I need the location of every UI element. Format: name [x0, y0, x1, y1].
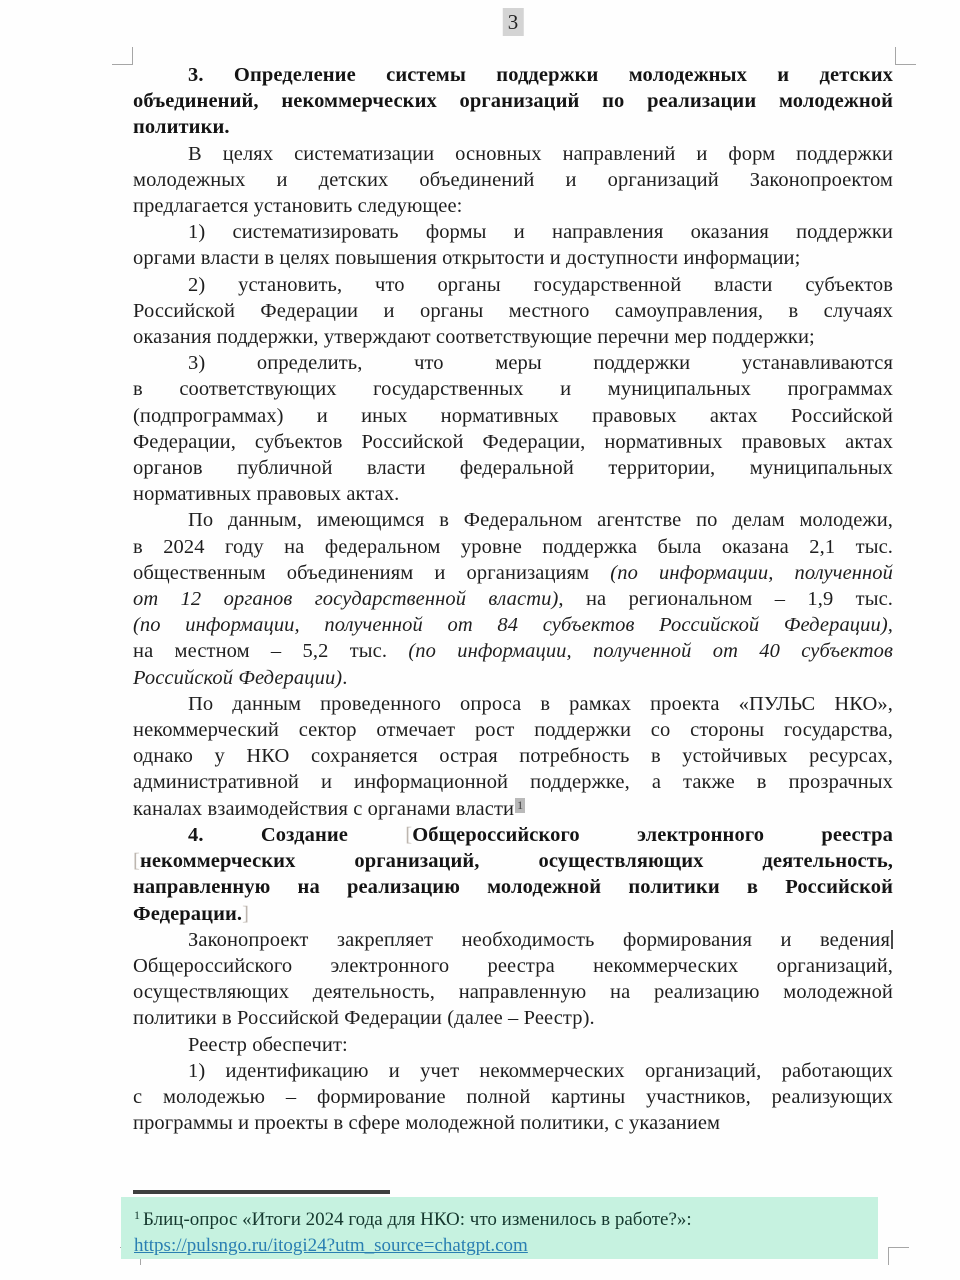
- text-line: [133, 717, 893, 743]
- text-run: осуществляющих деятельность, направленную на реализацию молодежной: [133, 981, 893, 1004]
- text-run: оказания поддержки, утверждают соответствующие перечни мер поддержки;: [133, 326, 815, 349]
- cursor-mark: [891, 930, 893, 949]
- paragraph: [133, 62, 893, 141]
- text-run: .: [342, 666, 348, 689]
- text-run: По данным, имеющимся в Федеральном агентстве по делам молодежи,: [188, 509, 893, 532]
- text-line: [133, 350, 893, 376]
- page-number: 3: [503, 8, 524, 36]
- text-run: (подпрограммах) и иных нормативных правовых актах Российской: [133, 404, 893, 427]
- text-run: некоммерческий сектор отмечает рост поддержки со стороны государства,: [133, 719, 893, 742]
- revision-mark: ]: [242, 902, 250, 925]
- text-line: [133, 1005, 893, 1031]
- crop-mark-top-right: [895, 47, 916, 65]
- text-run: Федерации, субъектов Российской Федерации, нормативных правовых актах: [133, 430, 893, 453]
- text-run: По данным проведенного опроса в рамках проекта «ПУЛЬС НКО»,: [188, 692, 893, 715]
- text-line: [133, 1032, 893, 1058]
- text-run: Российской Федерации): [133, 666, 343, 689]
- text-line: [133, 245, 893, 271]
- text-run: нормативных правовых актах.: [133, 483, 400, 506]
- text-run: 2) установить, что органы государственной власти субъектов: [188, 273, 893, 296]
- text-line: [133, 376, 893, 402]
- text-run: 4. Создание: [188, 823, 406, 846]
- text-line: [133, 324, 893, 350]
- paragraph: [133, 822, 893, 927]
- text-run: Федерации.: [133, 902, 243, 925]
- text-run: на местном – 5,2 тыс.: [133, 640, 409, 663]
- text-run: в соответствующих государственных и муниципальных программах: [133, 378, 893, 401]
- text-run: органов публичной власти федеральной территории, муниципальных: [133, 457, 893, 480]
- text-line: [133, 88, 893, 114]
- text-run: В целях систематизации основных направлений и форм поддержки: [188, 142, 893, 165]
- paragraph: [133, 1032, 893, 1058]
- text-line: [133, 691, 893, 717]
- document-body: [133, 62, 893, 1136]
- text-line: [133, 507, 893, 533]
- footnote-text: [134, 1202, 868, 1233]
- footnote-marker: 1: [134, 1208, 140, 1222]
- text-line: [133, 167, 893, 193]
- text-run: политики.: [133, 116, 230, 139]
- paragraph: [133, 691, 893, 822]
- text-run: Общероссийского электронного реестра: [412, 823, 894, 846]
- text-run: от 12 органов государственной власти): [133, 588, 559, 611]
- footnote-reference: 1: [517, 797, 524, 812]
- text-run: в 2024 году на федеральном уровне поддержка была оказана 2,1 тыс.: [133, 535, 893, 558]
- text-run: 3. Определение системы поддержки молодежных и детских: [188, 64, 893, 86]
- crop-mark-bottom-right: [888, 1247, 909, 1265]
- text-line: [133, 612, 893, 638]
- text-line: [133, 769, 893, 795]
- text-line: [133, 927, 893, 953]
- text-line: [133, 1084, 893, 1110]
- text-run: 1) систематизировать формы и направления оказания поддержки: [188, 221, 893, 244]
- text-line: [133, 979, 893, 1005]
- text-line: [133, 481, 893, 507]
- text-line: [133, 62, 893, 88]
- paragraph: [133, 1058, 893, 1137]
- text-run: предлагается установить следующее:: [133, 195, 463, 218]
- paragraph: [133, 507, 893, 690]
- text-run: 3) определить, что меры поддержки устанавливаются: [188, 352, 893, 375]
- text-line: [133, 219, 893, 245]
- text-line: [133, 193, 893, 219]
- text-line: [133, 796, 893, 822]
- text-line: [133, 638, 893, 664]
- text-run: (по информации, полученной от 40 субъектов: [408, 640, 893, 663]
- text-line: [133, 953, 893, 979]
- footnote-separator: [133, 1190, 390, 1194]
- text-line: [133, 586, 893, 612]
- text-line: [133, 848, 893, 874]
- text-run: 1) идентификацию и учет некоммерческих организаций, работающих: [188, 1059, 893, 1082]
- text-line: [133, 534, 893, 560]
- text-run: Российской Федерации и органы местного самоуправления, в случаях: [133, 299, 893, 322]
- paragraph: [133, 141, 893, 220]
- text-run: Законопроект закрепляет необходимость формирования и ведения: [188, 928, 890, 951]
- text-run: с молодежью – формирование полной картины участников, реализующих: [133, 1085, 893, 1108]
- footnote-text-run: Блиц-опрос «Итоги 2024 года для НКО: что изменилось в работе?»:: [143, 1209, 692, 1230]
- text-line: [133, 141, 893, 167]
- text-line: [133, 114, 893, 140]
- text-run: Общероссийского электронного реестра некоммерческих организаций,: [133, 954, 893, 977]
- paragraph: [133, 350, 893, 507]
- text-line: [133, 901, 893, 927]
- revision-mark: [: [405, 823, 413, 846]
- text-run: однако у НКО сохраняется острая потребность в устойчивых ресурсах,: [133, 745, 893, 768]
- text-run: административной и информационной поддержке, а также в прозрачных: [133, 771, 893, 794]
- text-run: (по информации, полученной: [610, 561, 894, 584]
- text-run: каналах взаимодействия с органами власти: [133, 797, 515, 820]
- paragraph: [133, 927, 893, 1032]
- crop-mark-top-left: [112, 47, 133, 65]
- text-line: [133, 743, 893, 769]
- text-line: [133, 665, 893, 691]
- text-run: политики в Российской Федерации (далее – Реестр).: [133, 1007, 595, 1030]
- text-run: программы и проекты в сфере молодежной политики, с указанием: [133, 1112, 721, 1135]
- text-run: Реестр обеспечит:: [188, 1033, 348, 1056]
- paragraph: [133, 219, 893, 271]
- text-run: оргами власти в целях повышения открытости и доступности информации;: [133, 247, 801, 270]
- footnote-highlight: [121, 1197, 878, 1259]
- text-line: [133, 455, 893, 481]
- footnote-link[interactable]: https://pulsngo.ru/itogi24?utm_source=chatgpt.com: [134, 1235, 528, 1256]
- text-line: [133, 1058, 893, 1084]
- text-line: [133, 272, 893, 298]
- text-line: [133, 403, 893, 429]
- text-run: (по информации, полученной от 84 субъектов Российской Федерации),: [133, 614, 893, 637]
- paragraph: [133, 272, 893, 351]
- text-run: объединений, некоммерческих организаций по реализации молодежной: [133, 90, 893, 113]
- text-line: [133, 822, 893, 848]
- page-header: [503, 8, 524, 36]
- text-run: некоммерческих организаций, осуществляющих деятельность,: [139, 850, 893, 873]
- footnote-link-line: [134, 1233, 868, 1259]
- text-line: [133, 1110, 893, 1136]
- text-line: [133, 429, 893, 455]
- text-line: [133, 874, 893, 900]
- text-run: направленную на реализацию молодежной политики в Российской: [133, 876, 893, 899]
- revision-mark: [: [133, 850, 140, 873]
- text-line: [133, 298, 893, 324]
- text-run: молодежных и детских объединений и организаций Законопроектом: [133, 168, 893, 191]
- text-line: [133, 560, 893, 586]
- text-run: общественным объединениям и организациям: [133, 561, 611, 584]
- text-run: , на региональном – 1,9 тыс.: [558, 588, 894, 611]
